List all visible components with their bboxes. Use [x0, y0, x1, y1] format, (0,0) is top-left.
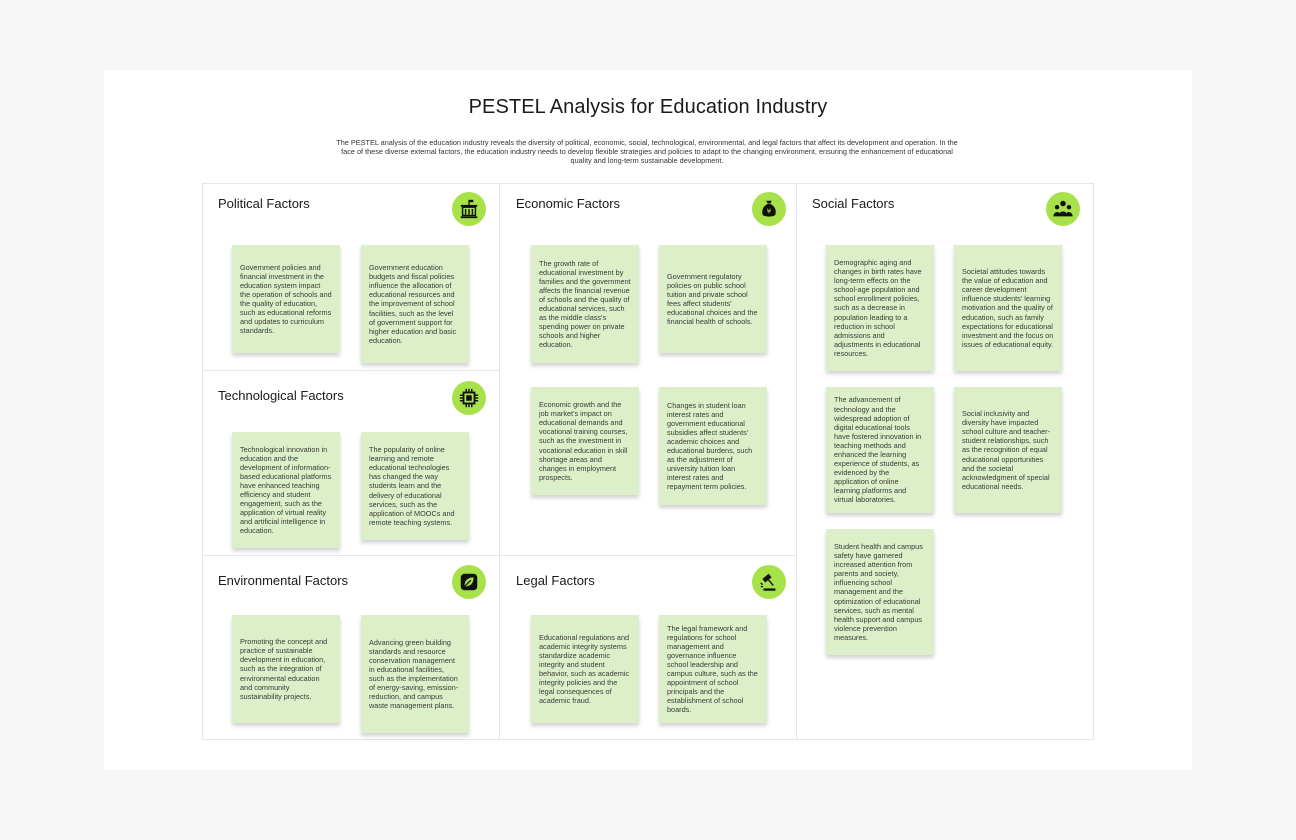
note-environmental-1: Promoting the concept and practice of sustainable development in education, such as the integration of environmental education and community sustainability projects.	[232, 615, 340, 723]
note-social-2: Societal attitudes towards the value of education and career development influence students' learning motivation and the quality of education, such as family expectations for educational investment and the focus on issues of educational equity.	[954, 245, 1062, 371]
page-description: The PESTEL analysis of the education industry reveals the diversity of political, economic, social, technological, environmental, and legal factors that affect its development and operation. In the face of these diverse external factors, the education industry needs to develop flexible strategies and policies to adapt to the changing environment, ensuring the enhancement of educational quality and long-term sustainable development.	[336, 138, 958, 165]
note-economic-3: Economic growth and the job market's impact on educational demands and vocational training courses, such as the investment in vocational education in skill shortage areas and changes in employment prospects.	[531, 387, 639, 495]
note-political-1: Government policies and financial investment in the education system impact the operation of schools and the quality of education, such as educational reforms and updates to curriculum standards.	[232, 245, 340, 353]
note-social-5: Student health and campus safety have garnered increased attention from parents and society, influencing school management and the optimization of educational services, such as mental health support and campus violence prevention measures.	[826, 529, 934, 655]
note-economic-2: Government regulatory policies on public school tuition and private school fees affect students' educational choices and the financial health of schools.	[659, 245, 767, 353]
people-group-icon	[1046, 192, 1080, 226]
section-title-social: Social Factors	[812, 196, 895, 211]
page-title: PESTEL Analysis for Education Industry	[468, 96, 828, 118]
note-political-2: Government education budgets and fiscal policies influence the allocation of educational resources and the improvement of school facilities, such as the level of government support for higher education and basic education.	[361, 245, 469, 363]
section-title-political: Political Factors	[218, 196, 310, 211]
chip-icon	[452, 381, 486, 415]
pestel-board	[104, 70, 1192, 770]
note-technological-1: Technological innovation in education and the development of information-based educational platforms have enhanced teaching efficiency and student engagement, such as the application of virtual reality and artificial intelligence in education.	[232, 432, 340, 548]
gavel-icon	[752, 565, 786, 599]
divider	[499, 184, 500, 739]
note-social-4: Social inclusivity and diversity have impacted school culture and teacher-student relationships, such as the recognition of equal educational opportunities and the societal acknowledgment of special educational needs.	[954, 387, 1062, 513]
section-title-economic: Economic Factors	[516, 196, 621, 211]
section-title-technological: Technological Factors	[218, 388, 344, 403]
note-social-1: Demographic aging and changes in birth rates have long-term effects on the school-age population and school enrollment policies, such as a decrease in population leading to a reduction in school admissions and adjustments in educational resources.	[826, 245, 934, 371]
section-title-environmental: Environmental Factors	[218, 573, 349, 588]
note-social-3: The advancement of technology and the widespread adoption of digital educational tools have fostered innovation in teaching methods and enhanced the learning experience of students, as evidenced by the application of online learning platforms and virtual laboratories.	[826, 387, 934, 513]
divider	[203, 370, 499, 371]
divider	[203, 555, 796, 556]
government-building-icon	[452, 192, 486, 226]
pestel-grid	[202, 183, 1094, 740]
money-bag-icon	[752, 192, 786, 226]
note-economic-4: Changes in student loan interest rates and government educational subsidies affect students' academic choices and educational burdens, such as the adjustment of university tuition loan interest rates and repayment term policies.	[659, 387, 767, 505]
note-economic-1: The growth rate of educational investment by families and the government affects the financial revenue of schools and the quality of educational services, such as the middle class's spending power on private schools and higher education.	[531, 245, 639, 363]
note-environmental-2: Advancing green building standards and resource conservation management in educational facilities, such as the implementation of energy-saving, emission-reduction, and campus waste management plans.	[361, 615, 469, 733]
note-technological-2: The popularity of online learning and remote educational technologies has changed the way students learn and the delivery of educational services, such as the application of MOOCs and remote teaching systems.	[361, 432, 469, 540]
leaf-icon	[452, 565, 486, 599]
note-legal-1: Educational regulations and academic integrity systems standardize academic integrity and student behavior, such as academic integrity policies and the legal consequences of academic fraud.	[531, 615, 639, 723]
note-legal-2: The legal framework and regulations for school management and governance influence school leadership and campus culture, such as the appointment of school principals and the establishment of school boards.	[659, 615, 767, 723]
currency-glyph: ¥	[766, 206, 772, 216]
divider	[796, 184, 797, 739]
section-title-legal: Legal Factors	[516, 573, 595, 588]
